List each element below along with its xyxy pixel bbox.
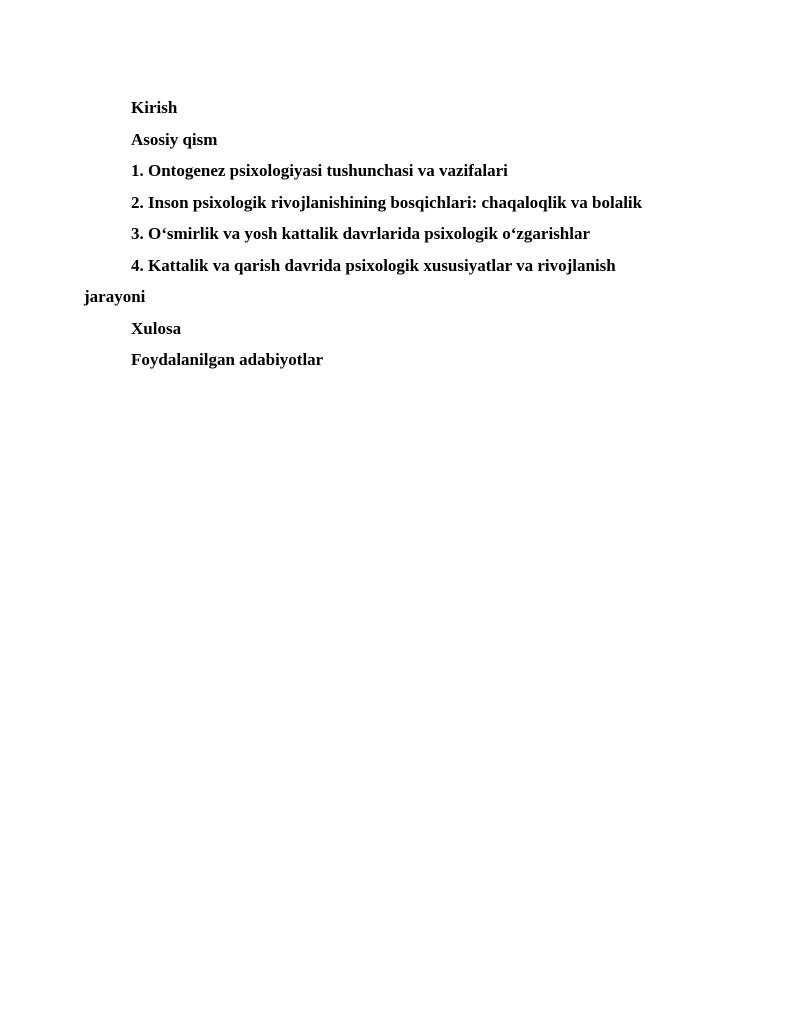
toc-item-kirish: Kirish	[131, 98, 178, 117]
toc-item-4: 4. Kattalik va qarish davrida psixologik xususiyatlar va rivojlanish jarayoni	[84, 255, 616, 306]
toc-item-xulosa: Xulosa	[131, 318, 182, 338]
toc-item-asosiy-qism: Asosiy qism	[131, 129, 218, 149]
table-of-contents	[84, 92, 714, 376]
toc-item-3: 3. O‘smirlik va yosh kattalik davrlarida psixologik o‘zgarishlar	[131, 224, 591, 243]
toc-item-2: 2. Inson psixologik rivojlanishining bosqichlari: chaqaloqlik va bolalik	[131, 192, 643, 212]
toc-item-1: 1. Ontogenez psixologiyasi tushunchasi va vazifalari	[131, 161, 508, 180]
toc-item-adabiyotlar: Foydalanilgan adabiyotlar	[131, 350, 324, 369]
